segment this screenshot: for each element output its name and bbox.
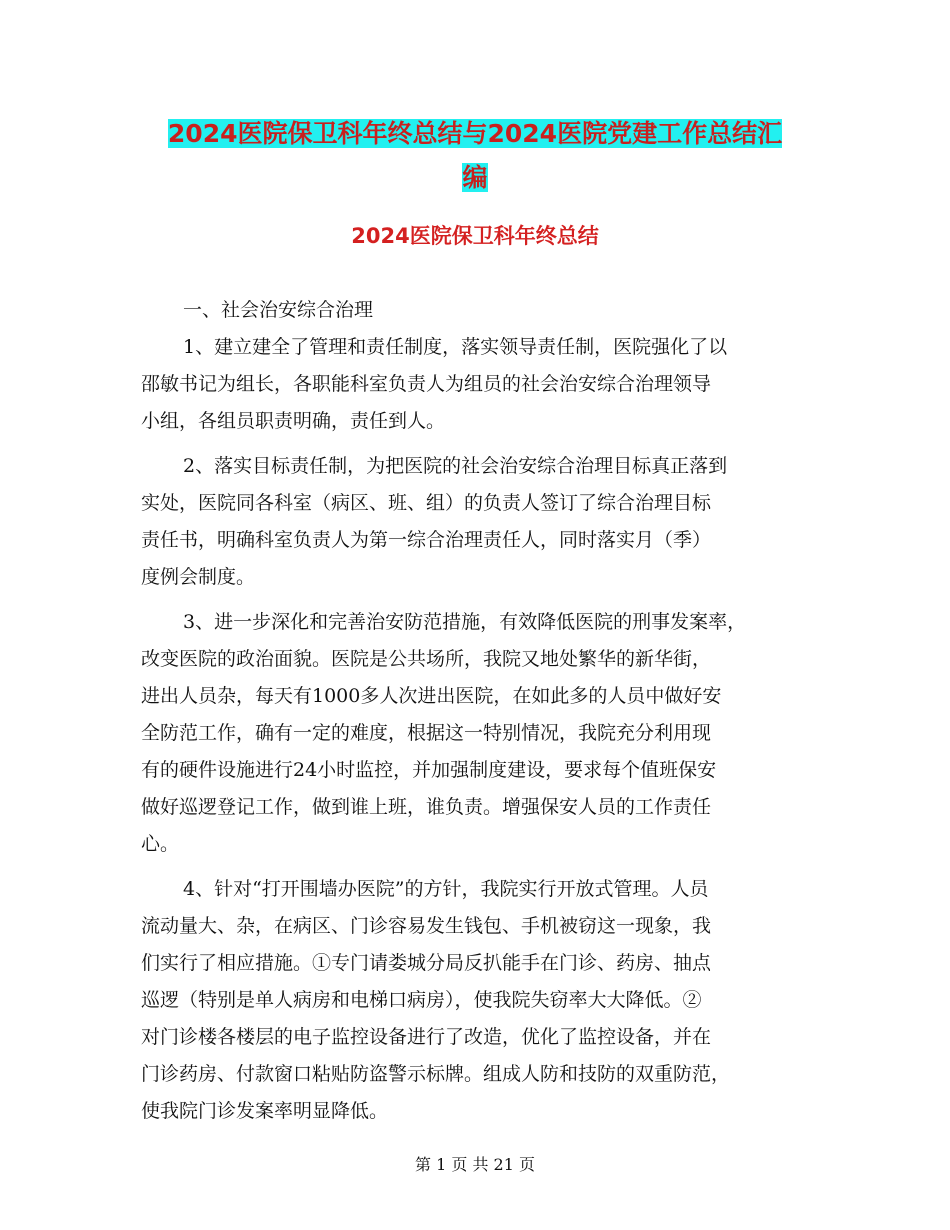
section-title: 2024医院保卫科年终总结	[351, 224, 599, 248]
paragraph-line: 使我院门诊发案率明显降低。	[141, 1100, 389, 1122]
paragraph-line: 1、建立建全了管理和责任制度，落实领导责任制，医院强化了以	[183, 336, 728, 358]
document-body	[141, 292, 809, 1130]
paragraph-line: 有的硬件设施进行24小时监控，并加强制度建设，要求每个值班保安	[141, 759, 717, 781]
paragraph-line: 改变医院的政治面貌。医院是公共场所，我院又地处繁华的新华街，	[141, 648, 712, 670]
paragraph-line: 巡逻（特别是单人病房和电梯口病房），使我院失窃率大大降低。②	[141, 989, 702, 1011]
document-title	[140, 112, 810, 200]
paragraph-line: 3、进一步深化和完善治安防范措施，有效降低医院的刑事发案率，	[183, 611, 747, 633]
paragraph-line: 度例会制度。	[141, 566, 256, 588]
paragraph-1	[141, 329, 809, 440]
paragraph-line: 邵敏书记为组长，各职能科室负责人为组员的社会治安综合治理领导	[141, 373, 712, 395]
paragraph-line: 心。	[141, 833, 180, 855]
paragraph-line: 实处，医院同各科室（病区、班、组）的负责人签订了综合治理目标	[141, 492, 712, 514]
paragraph-line: 对门诊楼各楼层的电子监控设备进行了改造，优化了监控设备，并在	[141, 1026, 712, 1048]
paragraph-2	[141, 448, 809, 596]
paragraph-line: 2、落实目标责任制，为把医院的社会治安综合治理目标真正落到	[183, 455, 728, 477]
paragraph-line: 门诊药房、付款窗口粘贴防盗警示标牌。组成人防和技防的双重防范，	[141, 1063, 731, 1085]
title-line-2: 编	[462, 163, 488, 192]
heading-social-security: 一、社会治安综合治理	[183, 299, 374, 321]
paragraph-line: 们实行了相应措施。①专门请娄城分局反扒能手在门诊、药房、抽点	[141, 952, 712, 974]
paragraph-line: 小组，各组员职责明确，责任到人。	[141, 410, 446, 432]
paragraph-line: 责任书，明确科室负责人为第一综合治理责任人，同时落实月（季）	[141, 529, 712, 551]
paragraph-line: 做好巡逻登记工作，做到谁上班，谁负责。增强保安人员的工作责任	[141, 796, 712, 818]
page-footer: 第 1 页 共 21 页	[415, 1155, 535, 1174]
paragraph-4	[141, 871, 809, 1130]
title-line-1: 2024医院保卫科年终总结与2024医院党建工作总结汇	[167, 119, 783, 148]
paragraph-line: 进出人员杂，每天有1000多人次进出医院，在如此多的人员中做好安	[141, 685, 722, 707]
paragraph-line: 流动量大、杂，在病区、门诊容易发生钱包、手机被窃这一现象，我	[141, 915, 712, 937]
paragraph-3	[141, 604, 809, 863]
paragraph-line: 4、针对“打开围墙办医院”的方针，我院实行开放式管理。人员	[183, 878, 709, 900]
paragraph-line: 全防范工作，确有一定的难度，根据这一特别情况，我院充分利用现	[141, 722, 712, 744]
